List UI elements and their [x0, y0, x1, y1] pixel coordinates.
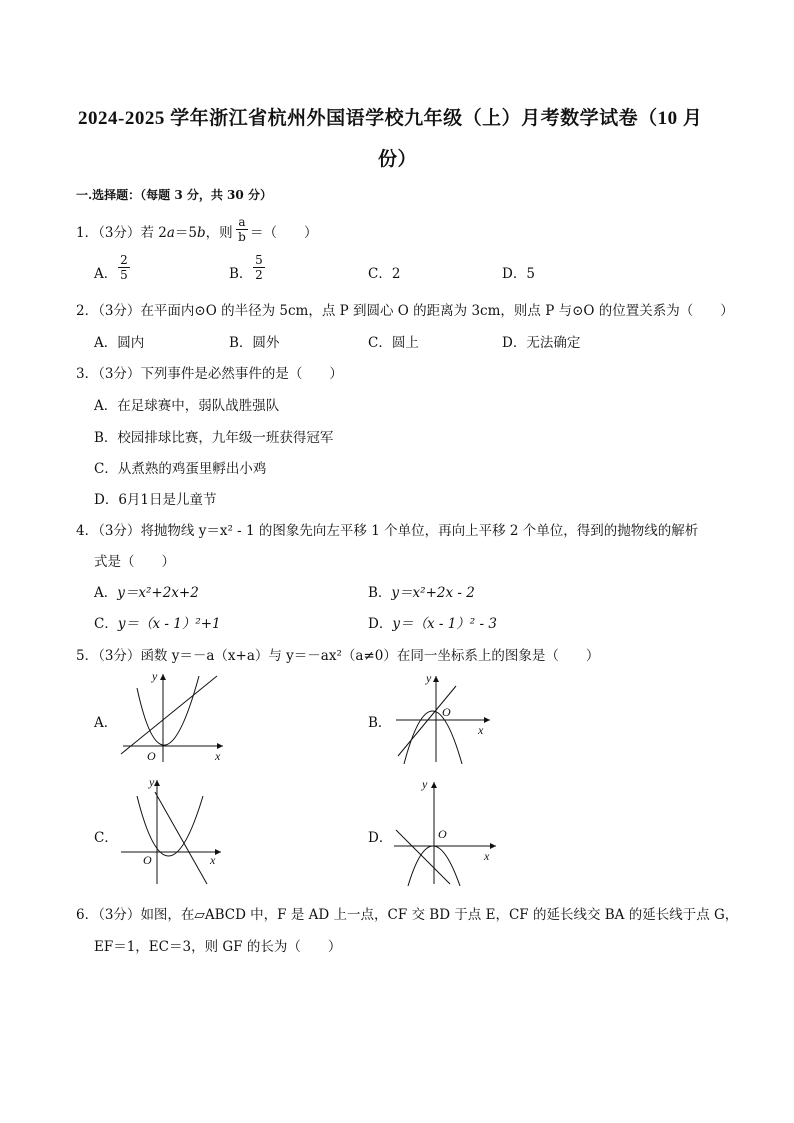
graph-a-origin: O: [147, 749, 156, 763]
graph-a-y-label: y: [152, 669, 158, 683]
option-q4-a[interactable]: A．y＝x²+2x+2: [94, 585, 199, 601]
graph-a-line: [121, 676, 217, 754]
graph-c-line: [155, 792, 207, 884]
option-q3-d[interactable]: D．6月1日是儿童节: [94, 492, 217, 508]
graph-c-x-label: x: [210, 853, 216, 867]
option-q1-b[interactable]: B．: [229, 266, 253, 282]
option-q1-c[interactable]: C．2: [368, 266, 401, 282]
option-q2-b[interactable]: B．圆外: [229, 335, 280, 351]
question-3: 3．（3分）下列事件是必然事件的是（ ）: [76, 366, 343, 382]
option-q5-d[interactable]: D．: [368, 830, 393, 846]
option-q5-c[interactable]: C．: [94, 830, 118, 846]
page-title: 2024-2025 学年浙江省杭州外国语学校九年级（上）月考数学试卷（10 月: [78, 108, 703, 129]
option-q5-b[interactable]: B．: [368, 715, 392, 731]
graph-c-y-arrow: [154, 780, 160, 786]
option-q4-c[interactable]: C．y＝（x - 1）²+1: [94, 616, 221, 632]
question-1-fraction: a b: [236, 215, 248, 244]
graph-a-x-label: x: [215, 749, 221, 763]
option-q1-d[interactable]: D．5: [502, 266, 535, 282]
graph-d-x-arrow: [490, 843, 496, 849]
question-6-cont: EF＝1，EC＝3，则 GF 的长为（ ）: [94, 939, 342, 955]
option-q3-b[interactable]: B．校园排球比赛，九年级一班获得冠军: [94, 430, 334, 446]
graph-c-x-arrow: [215, 849, 221, 855]
graph-d-x-label: x: [484, 849, 490, 863]
graph-c: [115, 776, 225, 886]
option-q3-a[interactable]: A．在足球赛中，弱队战胜强队: [94, 398, 280, 414]
graph-d-origin: O: [438, 827, 447, 841]
graph-a-y-arrow: [160, 674, 166, 680]
graph-b: [390, 668, 494, 764]
option-q1-a-fraction: 2 5: [118, 253, 130, 282]
page-title-cont: 份）: [378, 149, 418, 170]
graph-a: [115, 668, 227, 764]
question-5: 5．（3分）函数 y＝－a（x+a）与 y＝－ax²（a≠0）在同一坐标系上的图象是（ ）: [76, 648, 600, 664]
question-2: 2．（3分）在平面内⊙O 的半径为 5cm，点 P 到圆心 O 的距离为 3cm，则点 P 与⊙O 的位置关系为（ ）: [76, 303, 734, 319]
graph-d-y-label: y: [422, 777, 428, 791]
graph-b-x-label: x: [478, 723, 484, 737]
graph-b-y-label: y: [426, 671, 432, 685]
graph-b-x-arrow: [484, 717, 490, 723]
graph-c-y-label: y: [149, 776, 155, 789]
graph-d-y-arrow: [431, 782, 437, 788]
option-q2-a[interactable]: A．圆内: [94, 335, 145, 351]
graph-a-parabola: [137, 676, 199, 745]
option-q4-b[interactable]: B．y＝x²+2x - 2: [368, 585, 475, 601]
question-4-cont: 式是（ ）: [94, 554, 175, 570]
question-1-tail: ＝（ ）: [250, 225, 318, 241]
option-q2-d[interactable]: D．无法确定: [502, 335, 581, 351]
graph-b-origin: O: [442, 705, 451, 719]
graph-b-line: [398, 686, 456, 756]
option-q3-c[interactable]: C．从煮熟的鸡蛋里孵出小鸡: [94, 461, 267, 477]
option-q1-a[interactable]: A．: [94, 266, 118, 282]
graph-c-parabola: [137, 796, 203, 856]
graph-d: [388, 776, 500, 886]
question-1: 1．（3分）若 2a＝5b，则: [76, 225, 233, 241]
graph-c-origin: O: [143, 853, 152, 867]
graph-b-y-arrow: [433, 676, 439, 682]
option-q1-b-fraction: 5 2: [253, 253, 265, 282]
section-heading: 一.选择题：（每题 3 分，共 30 分）: [76, 188, 272, 202]
option-q2-c[interactable]: C．圆上: [368, 335, 419, 351]
option-q4-d[interactable]: D．y＝（x - 1）² - 3: [368, 616, 497, 632]
option-q5-a[interactable]: A．: [94, 715, 118, 731]
question-4: 4．（3分）将抛物线 y＝x² - 1 的图象先向左平移 1 个单位，再向上平移 2 个单位，得到的抛物线的解析: [76, 523, 699, 539]
question-6: 6．（3分）如图，在▱ABCD 中，F 是 AD 上一点，CF 交 BD 于点 E，CF 的延长线交 BA 的延长线于点 G，: [76, 907, 739, 923]
